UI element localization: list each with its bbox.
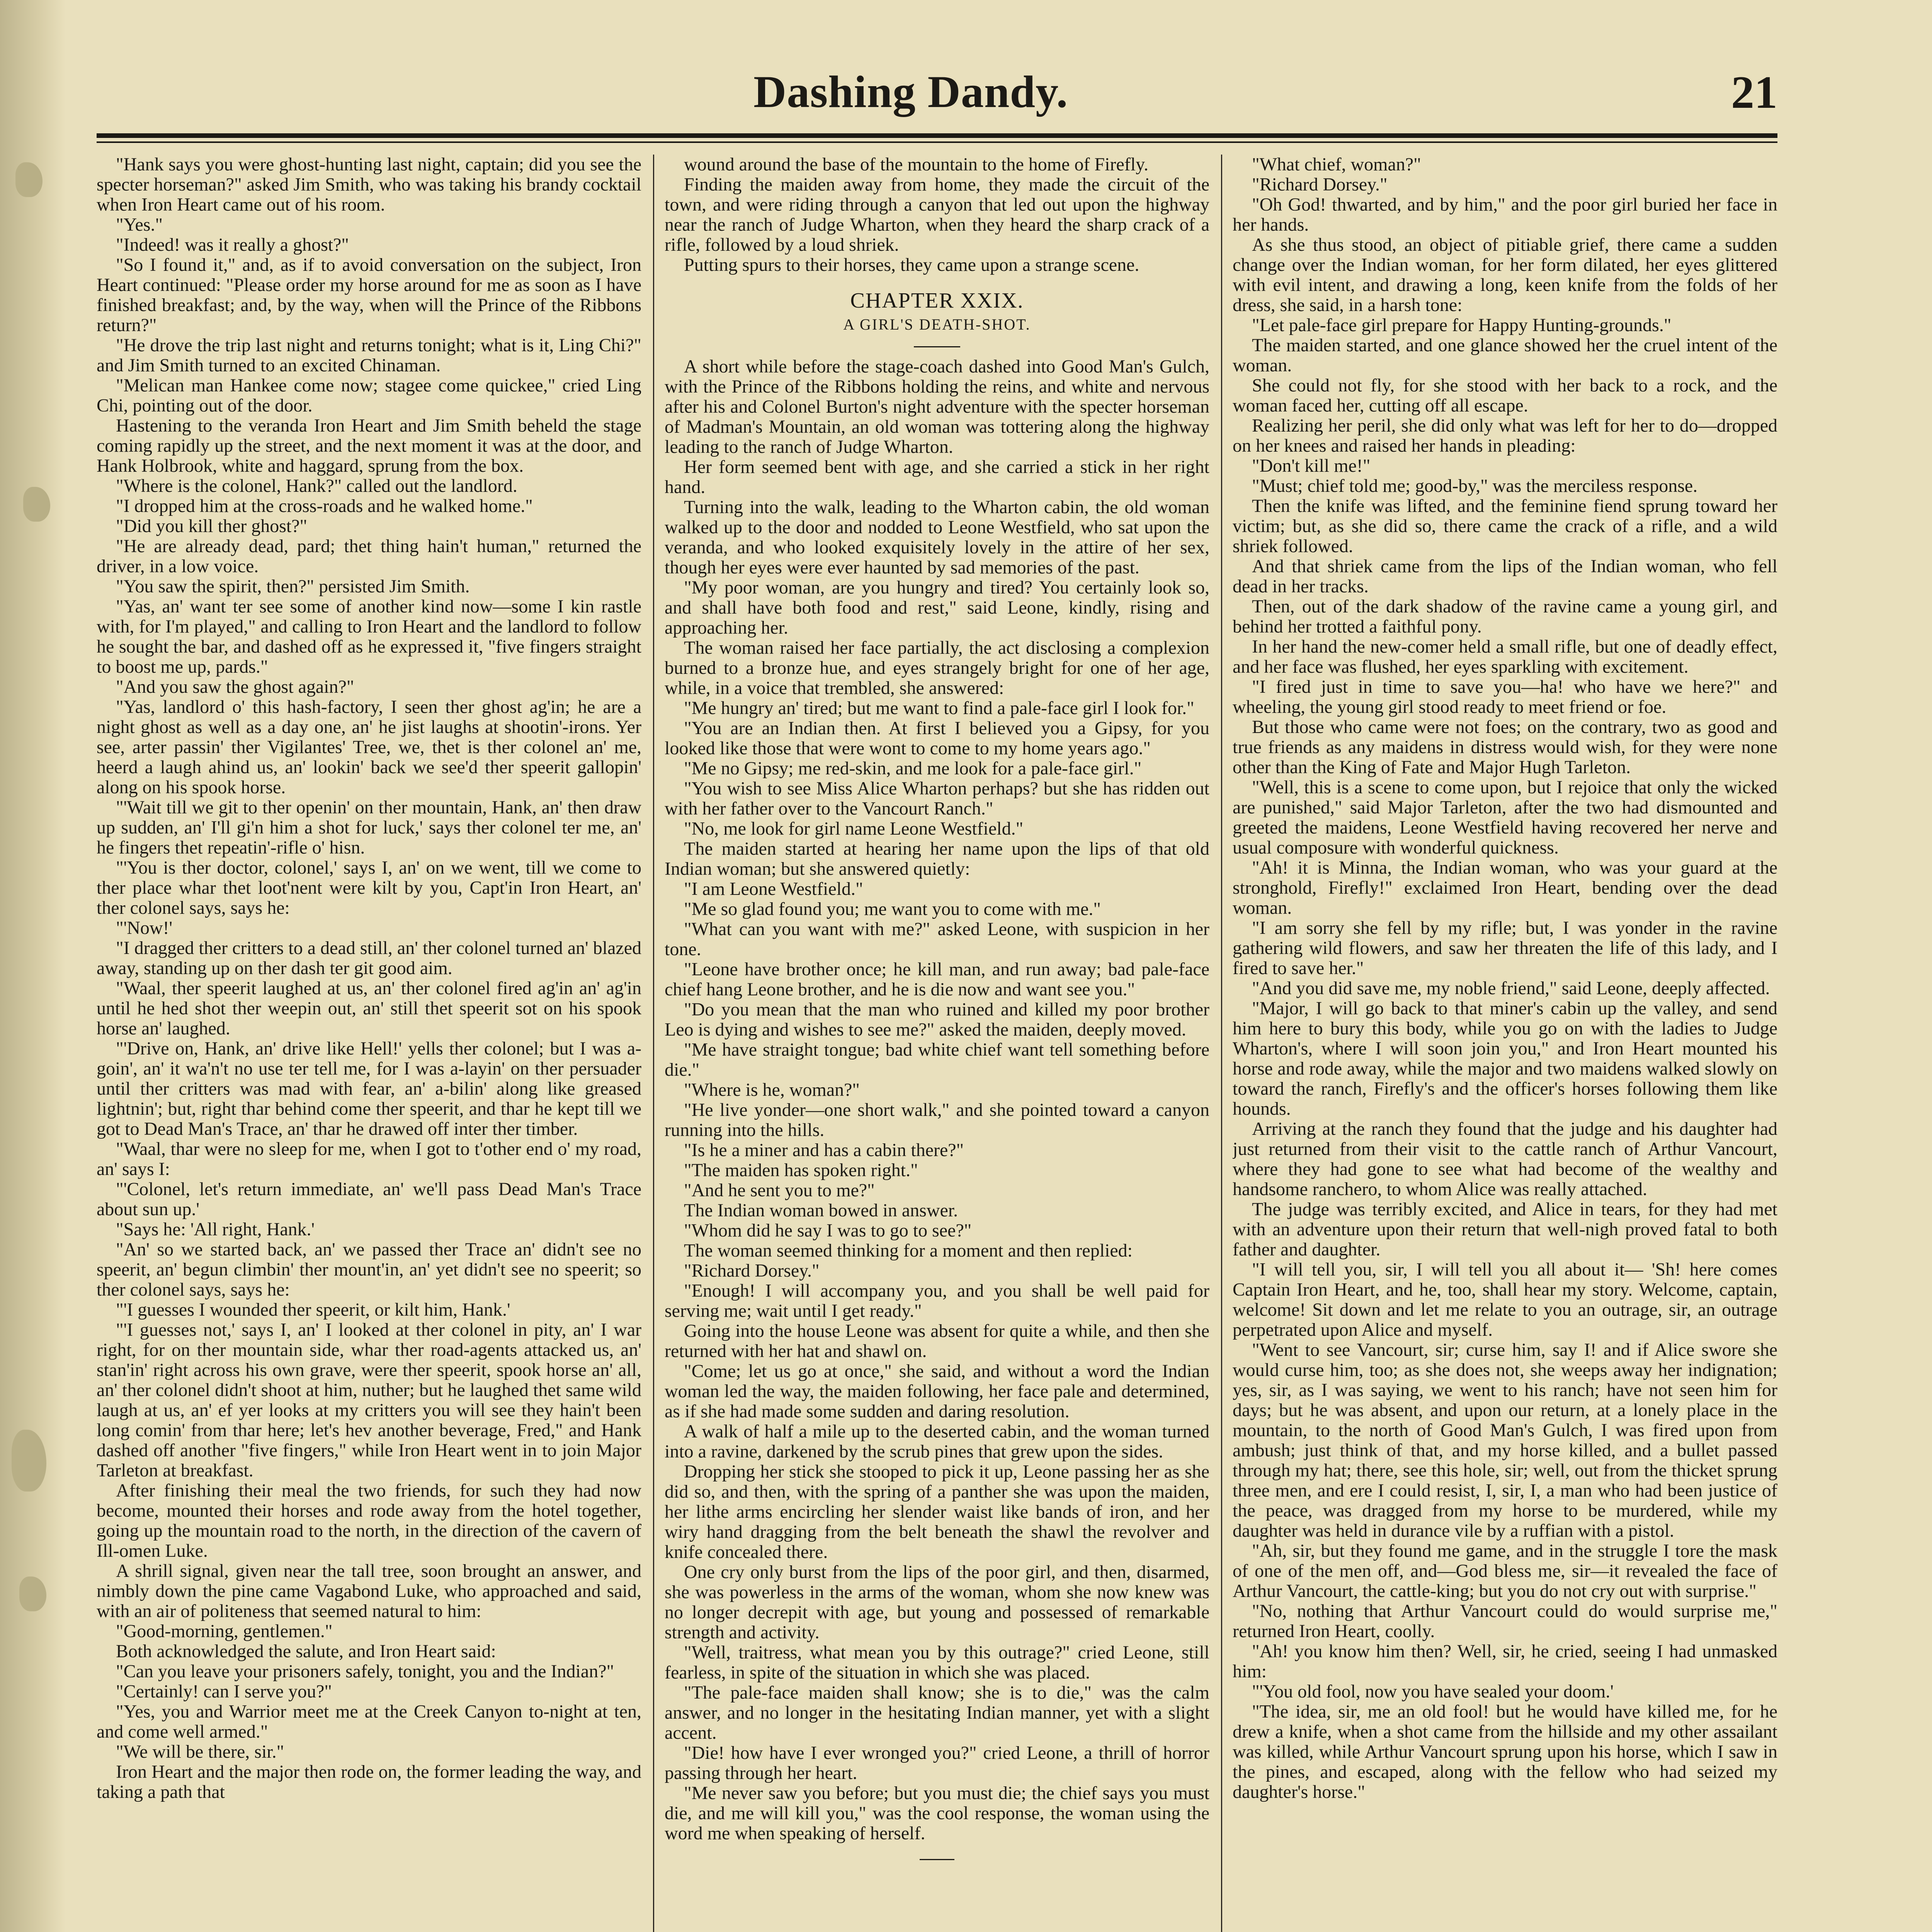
paragraph: "You saw the spirit, then?" persisted Jim Smith. [116,576,470,597]
paragraph: The maiden started, and one glance showed her the cruel intent of the woman. [1233,335,1777,376]
paragraph: The maiden started at hearing her name upon the lips of that old Indian woman; but she answered quietly: [665,838,1209,879]
paragraph: "'I guesses I wounded ther speerit, or kilt him, Hank.' [116,1299,510,1320]
paragraph: In her hand the new-comer held a small rifle, but one of deadly effect, and her face was flushed, her eyes sparkling with excitement. [1233,636,1777,677]
paragraph: Both acknowledged the salute, and Iron Heart said: [116,1641,496,1662]
paragraph: "I am sorry she fell by my rifle; but, I was yonder in the ravine gathering wild flowers, and saw her threaten the life of this lady, and I fired to save her." [1233,918,1777,978]
paragraph: "The maiden has spoken right." [684,1160,918,1180]
paragraph: "Yes, you and Warrior meet me at the Creek Canyon to-night at ten, and come well armed." [97,1701,641,1742]
paragraph: "Melican man Hankee come now; stagee come quickee," cried Ling Chi, pointing out of the door. [97,375,641,416]
paragraph: Hastening to the veranda Iron Heart and Jim Smith beheld the stage coming rapidly up the street, and the next moment it was at the door, and Hank Holbrook, white and haggard, sprung from the box. [97,415,641,476]
paragraph: "I dropped him at the cross-roads and he walked home." [116,496,533,516]
paragraph: And that shriek came from the lips of the Indian woman, who fell dead in her tracks. [1233,556,1777,597]
paragraph: Iron Heart and the major then rode on, the former leading the way, and taking a path that [97,1762,641,1802]
paragraph: "And you saw the ghost again?" [116,677,354,697]
text-column-2 [665,155,1209,1932]
paragraph: The judge was terribly excited, and Alice in tears, for they had met with an adventure upon their return that well-nigh proved fatal to both father and daughter. [1233,1199,1777,1260]
paragraph: "Certainly! can I serve you?" [116,1681,332,1702]
chapter-rule [914,346,960,347]
chapter-subtitle: A GIRL'S DEATH-SHOT. [843,316,1031,333]
paragraph: "Me have straight tongue; bad white chief want tell something before die." [665,1039,1209,1080]
column-2-opening-text [665,155,1209,275]
paragraph: "He drove the trip last night and returns tonight; what is it, Ling Chi?" and Jim Smith turned to an excited Chinaman. [97,335,641,376]
paragraph: "Ah! you know him then? Well, sir, he cried, seeing I had unmasked him: [1233,1641,1777,1682]
paragraph: Turning into the walk, leading to the Wharton cabin, the old woman walked up to the door and nodded to Leone Westfield, who sat upon the veranda, and who looked exquisitely lovely in the attire of her sex, though her eyes were ever haunted by sad memories of the past. [665,497,1209,578]
paragraph: The woman raised her face partially, the act disclosing a complexion burned to a bronze hue, and eyes strangely bright for one of her age, while, in a voice that trembled, she answered: [665,638,1209,698]
paragraph: One cry only burst from the lips of the poor girl, and then, disarmed, she was powerless in the arms of the woman, whom she now knew was no longer decrepit with age, but young and possessed of remarkable strength and activity. [665,1562,1209,1643]
paragraph: "Leone have brother once; he kill man, and run away; bad pale-face chief hang Leone brother, and he is die now and want see you." [665,959,1209,1000]
paragraph: "Come; let us go at once," she said, and without a word the Indian woman led the way, the maiden following, her face pale and determined, as if she had made some sudden and daring resolution. [665,1361,1209,1422]
paragraph: "Says he: 'All right, Hank.' [116,1219,315,1240]
paragraph: "'Colonel, let's return immediate, an' we'll pass Dead Man's Trace about sun up.' [97,1179,641,1219]
paragraph: "Is he a miner and has a cabin there?" [684,1140,964,1160]
paragraph: Arriving at the ranch they found that the judge and his daughter had just returned from their visit to the cattle ranch of Arthur Vancourt, where they had gone to see what had become of the wealthy and handsome ranchero, to whom Alice was really attached. [1233,1119,1777,1199]
paragraph: "Oh God! thwarted, and by him," and the poor girl buried her face in her hands. [1233,194,1777,235]
paragraph: "'You is ther doctor, colonel,' says I, an' on we went, till we come to ther place whar thet loot'nent were kilt by you, Capt'in Iron Heart, an' ther colonel says, says he: [97,857,641,918]
chapter-text [665,357,1209,1844]
header-rule-thin [97,141,1777,143]
paragraph: "The pale-face maiden shall know; she is to die," was the calm answer, and no longer in the hesitating Indian manner, yet with a slight accent. [665,1682,1209,1743]
paragraph: As she thus stood, an object of pitiable grief, there came a sudden change over the Indian woman, for her form dilated, her eyes glittered with evil intent, and drawing a long, keen knife from the folds of her dress, she said, in a harsh tone: [1233,235,1777,315]
paragraph: Putting spurs to their horses, they came upon a strange scene. [684,255,1139,275]
paragraph: "Where is he, woman?" [684,1080,860,1100]
paragraph: "Whom did he say I was to go to see?" [684,1220,972,1241]
paragraph: Dropping her stick she stooped to pick it up, Leone passing her as she did so, and then, with the spring of a panther she was upon the maiden, her lithe arms encircling her slender waist like bands of iron, and her wiry hand dragging from the belt beneath the shawl the revolver and knife concealed there. [665,1461,1209,1562]
paragraph: After finishing their meal the two friends, for such they had now become, mounted their horses and rode away from the hotel together, going up the mountain road to the north, in the direction of the cavern of Ill-omen Luke. [97,1480,641,1561]
page-edge-left [0,0,66,1932]
column-divider [1221,155,1222,1932]
paragraph: The woman seemed thinking for a moment and then replied: [684,1240,1133,1261]
paragraph: "Don't kill me!" [1252,456,1371,476]
paragraph: But those who came were not foes; on the contrary, two as good and true friends as any maidens in distress would wish, for they were none other than the King of Fate and Major Hugh Tarleton. [1233,717,1777,777]
paragraph: "Ah! it is Minna, the Indian woman, who was your guard at the stronghold, Firefly!" exclaimed Iron Heart, bending over the dead woman. [1233,857,1777,918]
paragraph: "And you did save me, my noble friend," said Leone, deeply affected. [1252,978,1770,998]
paragraph: "Die! how have I ever wronged you?" cried Leone, a thrill of horror passing through her heart. [665,1743,1209,1783]
paragraph: "Me no Gipsy; me red-skin, and me look for a pale-face girl." [684,758,1142,779]
paragraph: Her form seemed bent with age, and she carried a stick in her right hand. [665,457,1209,497]
paragraph: "Well, this is a scene to come upon, but I rejoice that only the wicked are punished," said Major Tarleton, after the two had dismounted and greeted the maidens, Leone Westfield having recovered her nerve and usual composure with wonderful quickness. [1233,777,1777,858]
paragraph: A walk of half a mile up to the deserted cabin, and the woman turned into a ravine, darkened by the scrub pines that grew upon the sides. [665,1421,1209,1462]
paragraph: "Waal, thar were no sleep for me, when I got to t'other end o' my road, an' says I: [97,1139,641,1179]
page-header [97,62,1777,128]
paragraph: "'I guesses not,' says I, an' I looked at ther colonel in pity, an' I war right, for on ther mountain side, whar ther road-agents attacked us, an' stan'in' right across his own grave, were ther speerit, spook horse an' all, an' ther colonel didn't shoot at him, nuther; but he laughed thet same wild laugh at us, an' ef yer looks at my critters you will see they hain't been long comin' from thar here; let's hev another beverage, Fred," and Hank dashed off another "five fingers," while Iron Heart went in to join Major Tarleton at breakfast. [97,1320,641,1481]
paragraph: "Richard Dorsey." [684,1260,820,1281]
paragraph: "He live yonder—one short walk," and she pointed toward a canyon running into the hills. [665,1100,1209,1140]
paragraph: A shrill signal, given near the tall tree, soon brought an answer, and nimbly down the pine came Vagabond Luke, who approached and said, with an air of politeness that seemed natural to him: [97,1561,641,1621]
paragraph: "You wish to see Miss Alice Wharton perhaps? but she has ridden out with her father over to the Vancourt Ranch." [665,778,1209,819]
paragraph: She could not fly, for she stood with her back to a rock, and the woman faced her, cutting off all escape. [1233,375,1777,416]
paragraph: "An' so we started back, an' we passed ther Trace an' didn't see no speerit, an' begun climbin' ther mount'in, an' yet didn't see no speerit; so ther colonel says, says he: [97,1239,641,1300]
paragraph: Then, out of the dark shadow of the ravine came a young girl, and behind her trotted a faithful pony. [1233,596,1777,637]
paragraph: "Must; chief told me; good-by," was the merciless response. [1252,476,1698,496]
paragraph: Realizing her peril, she did only what was left for her to do—dropped on her knees and raised her hands in pleading: [1233,415,1777,456]
paragraph: "You are an Indian then. At first I believed you a Gipsy, for you looked like those that were wont to come to my home years ago." [665,718,1209,759]
paragraph: "I will tell you, sir, I will tell you all about it— 'Sh! here comes Captain Iron Heart, and he, too, shall hear my story. Welcome, captain, welcome! Sit down and let me relate to you an outrage, sir, an outrage perpetrated upon Alice and myself. [1233,1259,1777,1340]
paragraph: "Major, I will go back to that miner's cabin up the valley, and send him here to bury this body, while you go on with the ladies to Judge Wharton's, where I will soon join you," and Iron Heart mounted his horse and rode away, while the major and two maidens walked slowly on toward the ranch, Firefly's and the officer's horses following them like hounds. [1233,998,1777,1119]
paragraph: "Well, traitress, what mean you by this outrage?" cried Leone, still fearless, in spite of the situation in which she was placed. [665,1642,1209,1683]
paragraph: "Can you leave your prisoners safely, tonight, you and the Indian?" [116,1661,614,1682]
paragraph: "What chief, woman?" [1252,155,1421,175]
paragraph: wound around the base of the mountain to the home of Firefly. [684,155,1148,175]
paragraph: "The idea, sir, me an old fool! but he would have killed me, for he drew a knife, when a shot came from the hillside and my other assailant was killed, while Arthur Vancourt sprung upon his horse, which I saw in the pines, and escaped, along with the fellow who had seized my daughter's horse." [1233,1701,1777,1802]
paragraph: "Where is the colonel, Hank?" called out the landlord. [116,476,517,496]
paragraph: "'Drive on, Hank, an' drive like Hell!' yells ther colonel; but I was a-goin', an' it wa'n't no use ter tell me, for I was a-layin' on ther persuader until ther critters was mad with fear, an' a-bilin' along like greased lightnin'; but, right thar behind come ther speerit, and thar he kept till we got to Dead Man's Trace, an' thar he drawed off inter ther timber. [97,1038,641,1139]
paragraph: "We will be there, sir." [116,1742,284,1762]
paragraph: "My poor woman, are you hungry and tired? You certainly look so, and shall have both food and rest," said Leone, kindly, rising and approaching her. [665,577,1209,638]
text-column-3 [1233,155,1777,1932]
chapter-title: CHAPTER XXIX. [850,289,1024,313]
paragraph: "Richard Dorsey." [1252,174,1388,195]
paragraph: "'You old fool, now you have sealed your doom.' [1252,1681,1614,1702]
paragraph: "Yas, an' want ter see some of another kind now—some I kin rastle with, for I'm played," and calling to Iron Heart and the landlord to follow he sought the bar, and dashed off as he expressed it, "five fingers straight to boost me up, pards." [97,596,641,677]
header-rule-thick [97,133,1777,138]
paragraph: "Do you mean that the man who ruined and killed my poor brother Leo is dying and wishes to see me?" asked the maiden, deeply moved. [665,999,1209,1040]
paragraph: "Waal, ther speerit laughed at us, an' ther colonel fired ag'in an' ag'in until he hed shot ther weepin out, an' still thet speerit sot on his spook horse an' laughed. [97,978,641,1039]
paragraph: "'Wait till we git to ther openin' on ther mountain, Hank, an' then draw up sudden, an' I'll gi'n him a shot for luck,' says ther colonel ter me, an' he fingers thet repeatin'-rifle o' hisn. [97,797,641,858]
paragraph: "Did you kill ther ghost?" [116,516,308,536]
paragraph: "No, me look for girl name Leone Westfield." [684,818,1024,839]
paragraph: "And he sent you to me?" [684,1180,875,1201]
paragraph: Finding the maiden away from home, they made the circuit of the town, and were riding through a canyon that led out upon the highway near the ranch of Judge Wharton, when they heard the sharp crack of a rifle, followed by a loud shriek. [665,174,1209,255]
text-column-1 [97,155,641,1932]
paragraph: "Me never saw you before; but you must die; the chief says you must die, and me will kill you," was the cool response, the woman using the word me when speaking of herself. [665,1783,1209,1844]
paragraph: "Went to see Vancourt, sir; curse him, say I! and if Alice swore she would curse him, too; as she does not, she weeps away her indignation; yes, sir, as I was saying, we went to his ranch; have not seen him for days; but he was absent, and upon our return, at a lonely place in the mountain, to the north of Good Man's Gulch, I was fired upon from ambush; just think of that, and my horse killed, and a bullet passed through my hat; there, see this hole, sir; well, out from the thicket sprung three men, and ere I could resist, I, sir, I, a man who had been justice of the peace, was dragged from my horse to be murdered, while my daughter was held in durance vile by a ruffian with a pistol. [1233,1340,1777,1541]
paragraph: "Me so glad found you; me want you to come with me." [684,899,1101,919]
paragraph: "What can you want with me?" asked Leone, with suspicion in her tone. [665,919,1209,959]
paragraph: Going into the house Leone was absent for quite a while, and then she returned with her hat and shawl on. [665,1321,1209,1361]
paragraph: "'Now!' [116,918,173,938]
paragraph: Then the knife was lifted, and the feminine fiend sprung toward her victim; but, as she did so, there came the crack of a rifle, and a wild shriek followed. [1233,496,1777,556]
paragraph: "I am Leone Westfield." [684,879,863,899]
paragraph: "Let pale-face girl prepare for Happy Hunting-grounds." [1252,315,1672,335]
page-number: 21 [1731,66,1777,118]
paragraph: "Me hungry an' tired; but me want to find a pale-face girl I look for." [684,698,1194,718]
column-end-rule [920,1859,954,1860]
paragraph: The Indian woman bowed in answer. [684,1200,958,1221]
paragraph: "Good-morning, gentlemen." [116,1621,333,1641]
paragraph: "Hank says you were ghost-hunting last night, captain; did you see the specter horseman?" asked Jim Smith, who was taking his brandy cocktail when Iron Heart came out of his room. [97,155,641,215]
paragraph: "He are already dead, pard; thet thing hain't human," returned the driver, in a low voice. [97,536,641,577]
running-title: Dashing Dandy. [753,66,1068,117]
paragraph: "Ah, sir, but they found me game, and in the struggle I tore the mask of one of the men off, and—God bless me, sir—it revealed the face of Arthur Vancourt, the cattle-king; but you do not cry out with surprise." [1233,1541,1777,1601]
column-divider [653,155,654,1932]
paragraph: "Yas, landlord o' this hash-factory, I seen ther ghost ag'in; he are a night ghost as well as a day one, an' he jist laughs at shootin'-irons. Yer see, arter passin' ther Vigilantes' Tree, we, thet is ther colonel an' me, heerd a laugh ahind us, an' lookin' back we see'd ther speerit gallopin' along on his spook horse. [97,697,641,798]
paragraph: "I fired just in time to save you—ha! who have we here?" and wheeling, the young girl stood ready to meet friend or foe. [1233,677,1777,717]
paragraph: "Indeed! was it really a ghost?" [116,235,349,255]
paragraph: "No, nothing that Arthur Vancourt could do would surprise me," returned Iron Heart, coolly. [1233,1601,1777,1641]
paragraph: "I dragged ther critters to a dead still, an' ther colonel turned an' blazed away, standing up on ther dash ter git good aim. [97,938,641,978]
paragraph: A short while before the stage-coach dashed into Good Man's Gulch, with the Prince of the Ribbons holding the reins, and white and nervous after his and Colonel Burton's night adventure with the specter horseman of Madman's Mountain, an old woman was tottering along the highway leading to the ranch of Judge Wharton. [665,356,1209,457]
paragraph: "So I found it," and, as if to avoid conversation on the subject, Iron Heart continued: "Please order my horse around for me as soon as I have finished breakfast; and, by the way, when will the Prince of the Ribbons return?" [97,255,641,335]
paragraph: "Enough! I will accompany you, and you shall be well paid for serving me; wait until I get ready." [665,1281,1209,1321]
paragraph: "Yes." [116,214,163,235]
